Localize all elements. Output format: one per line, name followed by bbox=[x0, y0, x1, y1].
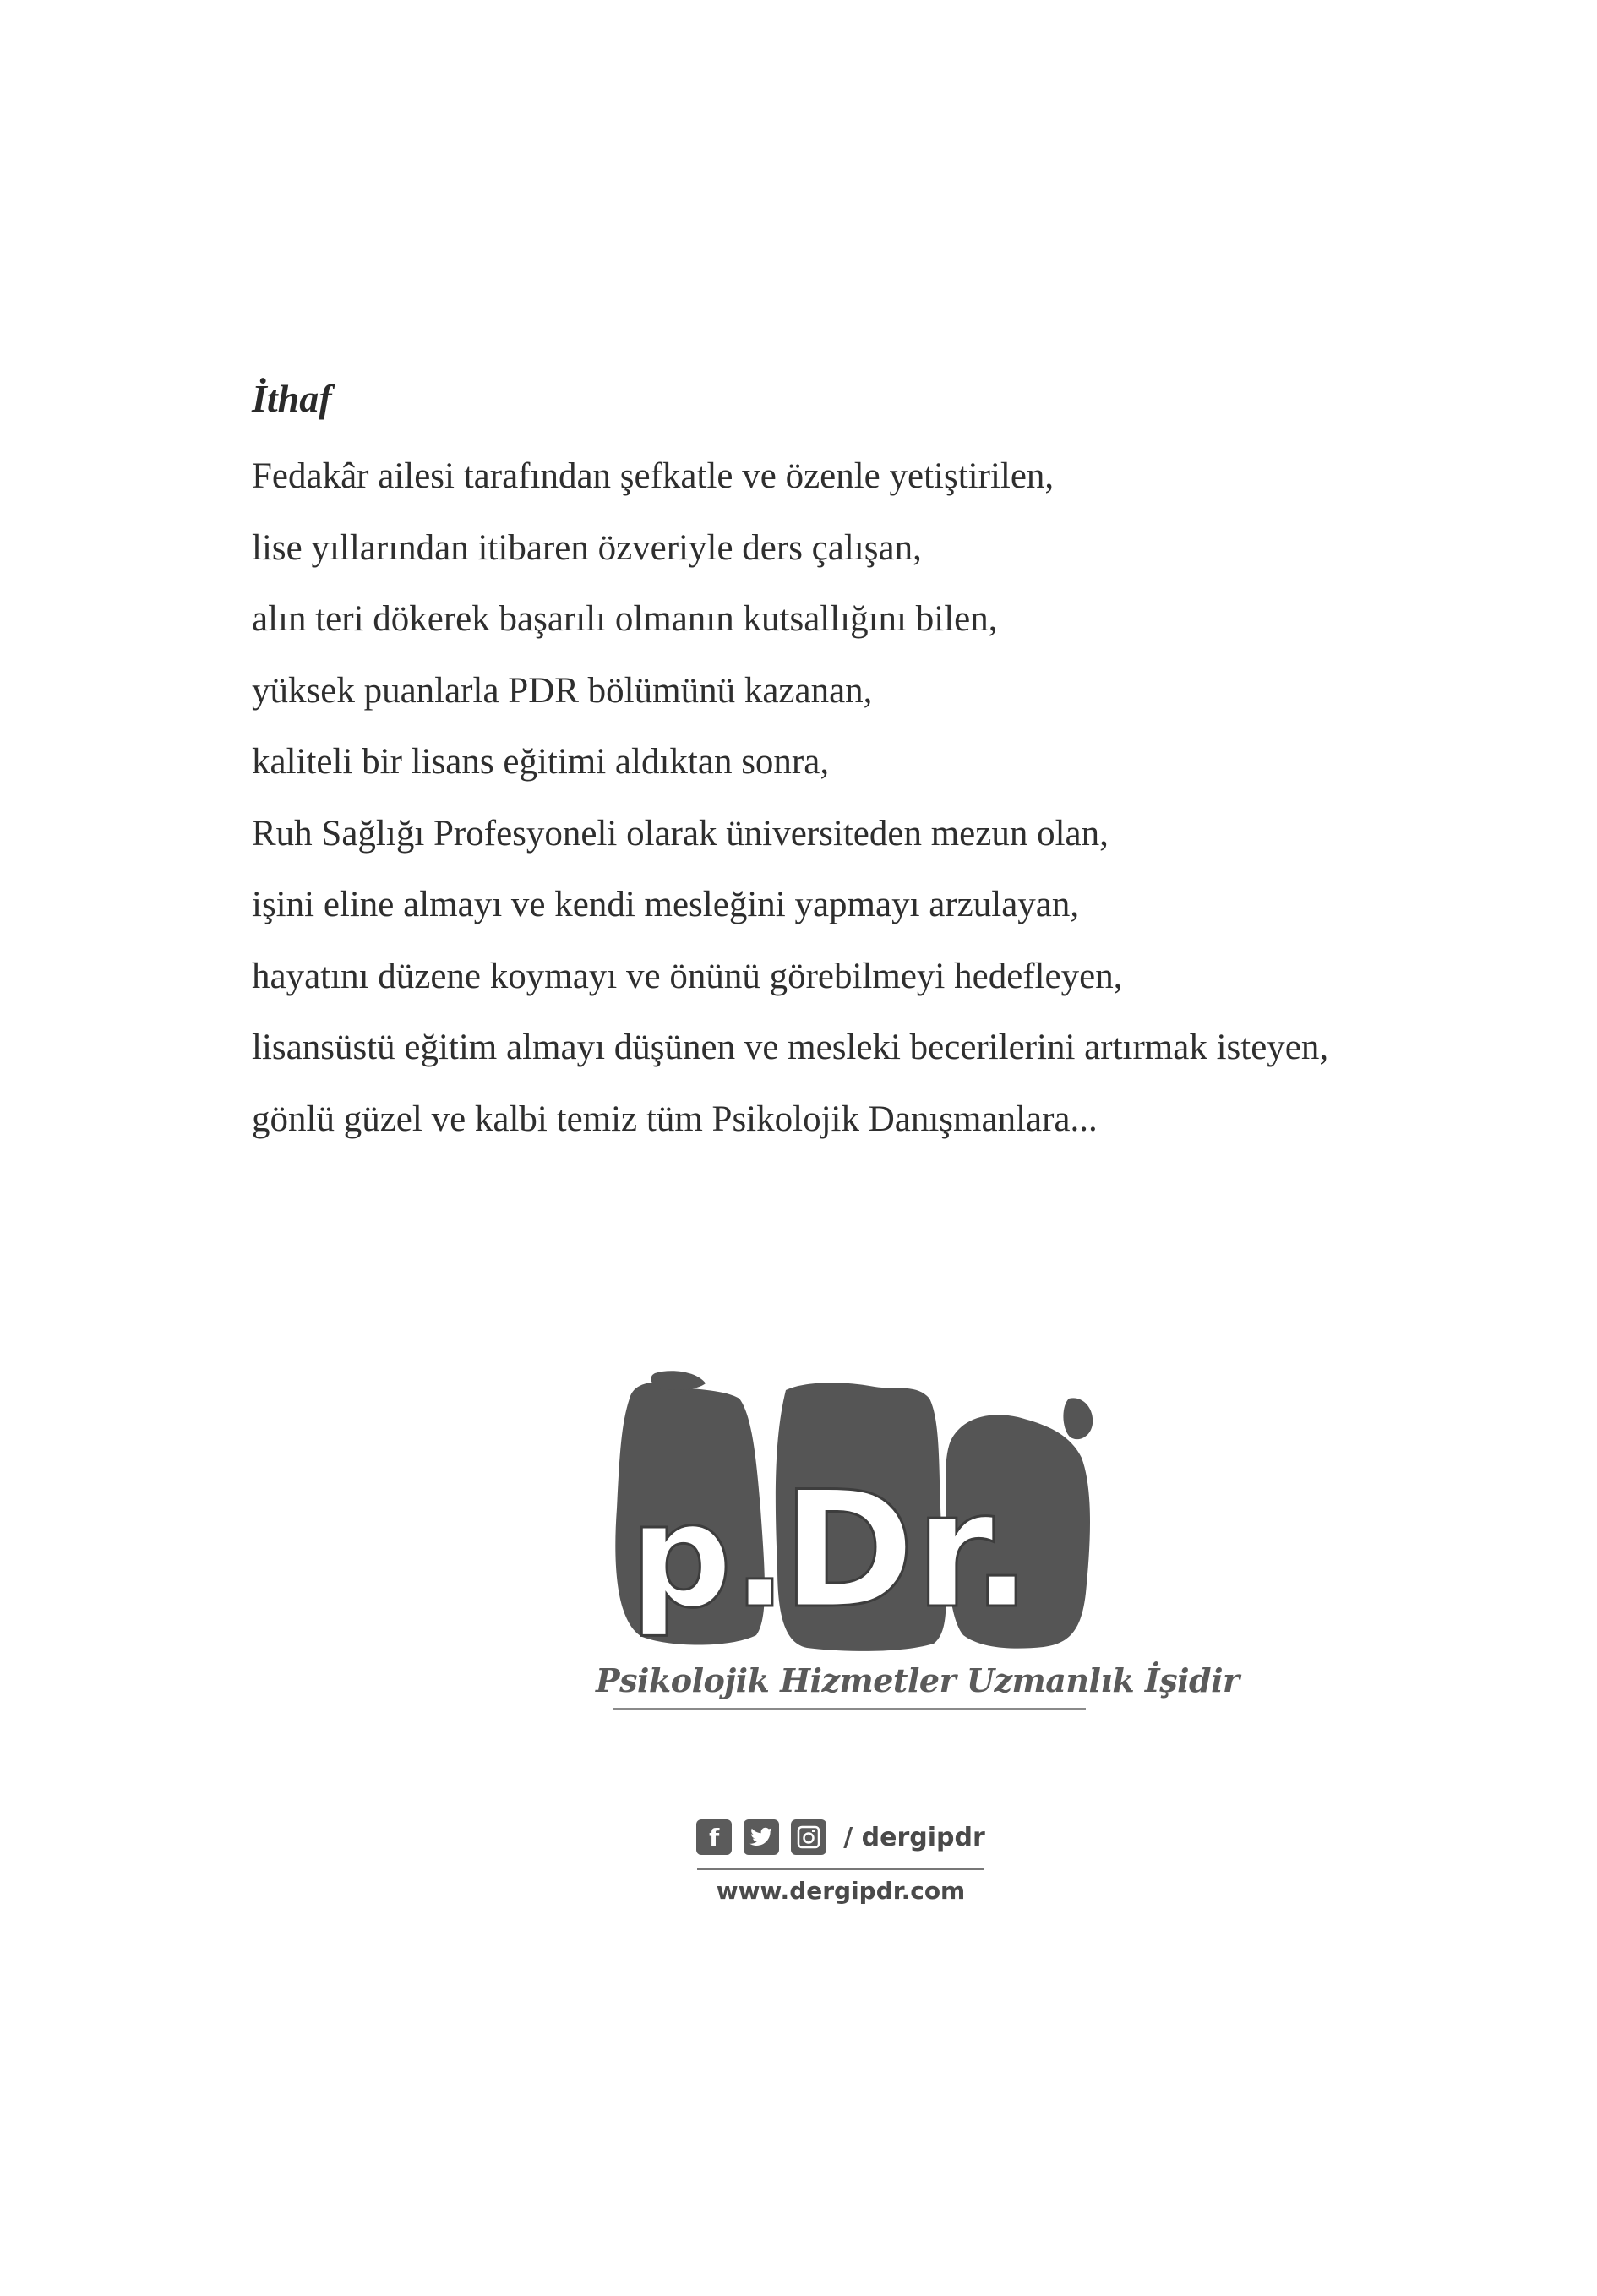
social-divider bbox=[697, 1868, 984, 1870]
pdr-logo-mark bbox=[596, 1365, 1103, 1656]
dedication-line: Fedakâr ailesi tarafından şefkatle ve özenle yetiştirilen, bbox=[252, 456, 1055, 496]
logo-letters-dr: Dr. bbox=[782, 1457, 1033, 1644]
social-row bbox=[689, 1817, 993, 1857]
website-link[interactable]: www.dergipdr.com bbox=[716, 1877, 966, 1905]
dedication-line: yüksek puanlarla PDR bölümünü kazanan, bbox=[252, 670, 873, 711]
facebook-icon[interactable]: f bbox=[696, 1819, 732, 1855]
twitter-bird-glyph bbox=[749, 1827, 773, 1847]
dedication-line: Ruh Sağlığı Profesyoneli olarak üniversiteden mezun olan, bbox=[252, 813, 1109, 854]
dedication-line: kaliteli bir lisans eğitimi aldıktan sonra, bbox=[252, 742, 830, 782]
dedication-line: lise yıllarından itibaren özveriyle ders çalışan, bbox=[252, 527, 922, 568]
dedication-line: lisansüstü eğitim almayı düşünen ve mesleki becerilerini artırmak isteyen, bbox=[252, 1028, 1329, 1067]
logo-tagline: Psikolojik Hizmetler Uzmanlık İşidir bbox=[596, 1661, 1240, 1699]
dedication-line: işini eline almayı ve kendi mesleğini yapmayı arzulayan, bbox=[252, 885, 1080, 924]
twitter-icon[interactable] bbox=[744, 1819, 779, 1855]
social-block bbox=[689, 1817, 993, 1905]
dedication-section bbox=[252, 372, 1502, 1155]
dedication-line: alın teri dökerek başarılı olmanın kutsallığını bilen, bbox=[252, 599, 998, 639]
dedication-lines bbox=[252, 441, 1502, 1155]
social-handle: / dergipdr bbox=[843, 1822, 985, 1852]
dedication-title: İthaf bbox=[252, 377, 332, 420]
instagram-icon[interactable] bbox=[791, 1819, 826, 1855]
logo-block-left-top bbox=[651, 1371, 706, 1390]
dedication-line: gönlü güzel ve kalbi temiz tüm Psikolojik Danışmanlara... bbox=[252, 1099, 1098, 1139]
logo-letter-p: p. bbox=[630, 1473, 788, 1640]
instagram-camera-glyph bbox=[797, 1825, 820, 1849]
dedication-line: hayatını düzene koymayı ve önünü görebilmeyi hedefleyen, bbox=[252, 956, 1123, 996]
pdr-logo bbox=[596, 1365, 1240, 1710]
tagline-divider bbox=[613, 1708, 1086, 1710]
logo-block-top bbox=[1063, 1398, 1093, 1439]
